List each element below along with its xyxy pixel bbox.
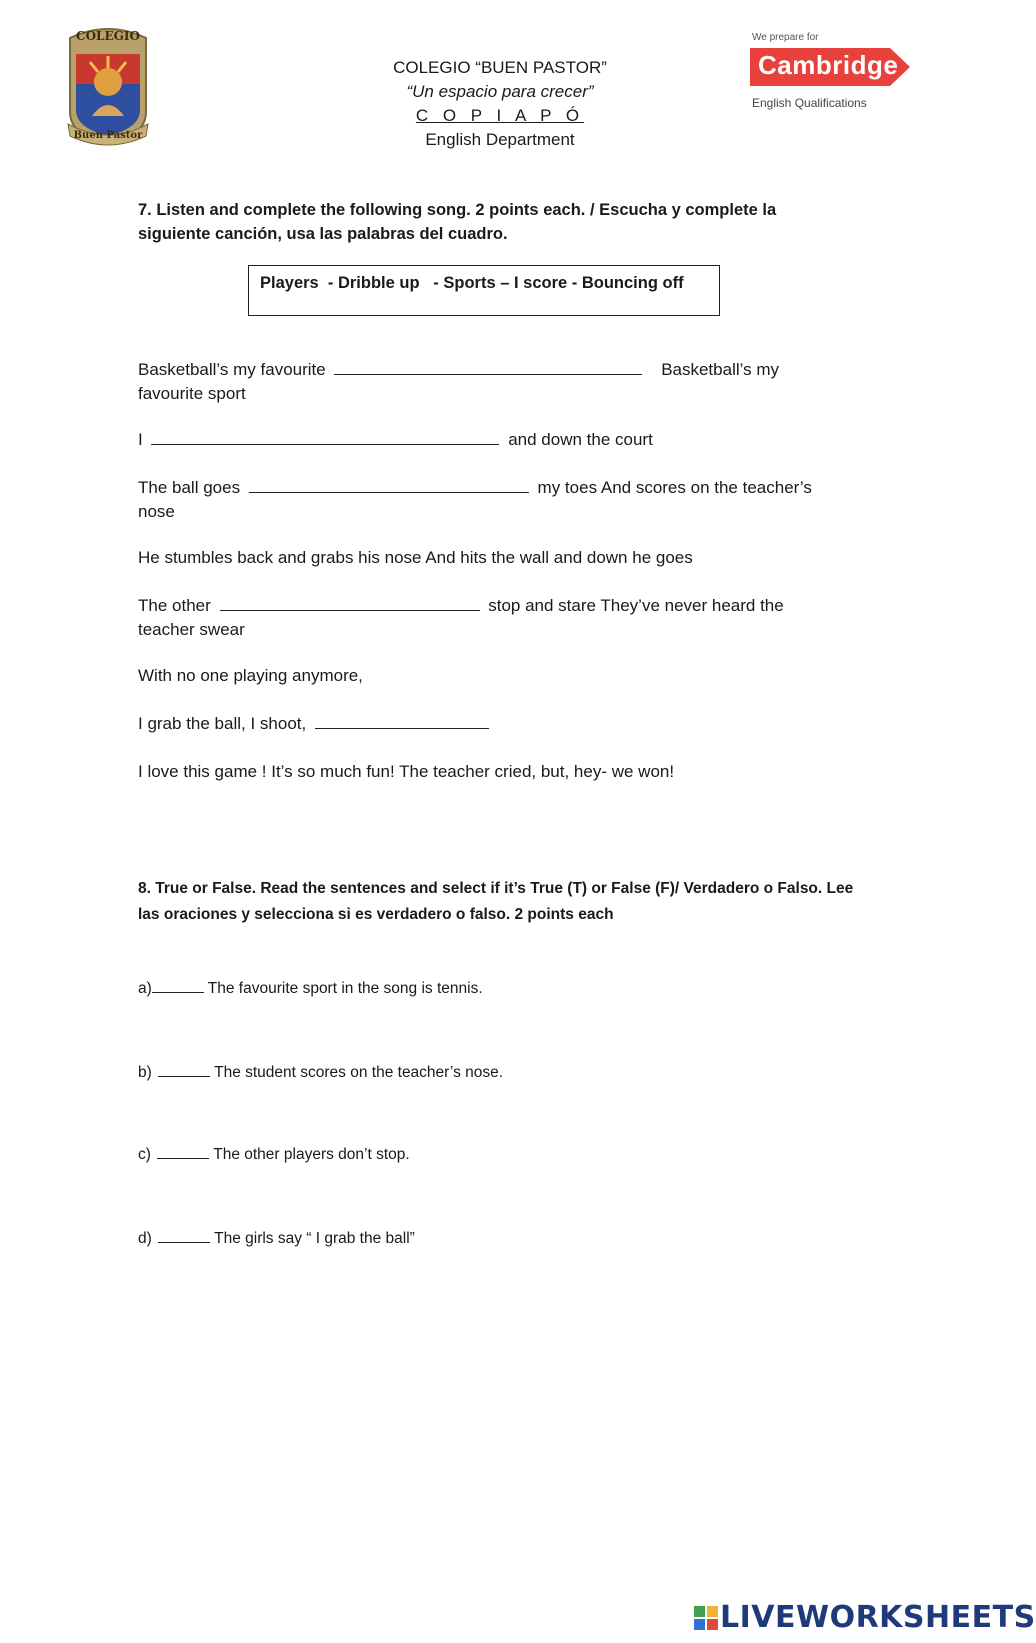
cambridge-logo (750, 30, 920, 115)
crest-top-text: COLEGIO (76, 29, 140, 43)
word-bank-text: Players - Dribble up - Sports – I score - Bouncing off (260, 274, 684, 292)
song-line-8: I love this game ! It’s so much fun! The teacher cried, but, hey- we won! (138, 762, 675, 781)
answer-blank-5[interactable] (315, 713, 489, 729)
school-name: COLEGIO “BUEN PASTOR” (393, 58, 607, 77)
answer-blank-1[interactable] (334, 359, 642, 375)
tf-item-a: a) The favourite sport in the song is tennis. (138, 980, 483, 997)
word-bank-box (248, 265, 720, 316)
tf-blank-b[interactable] (158, 1063, 210, 1077)
school-crest-logo (62, 24, 154, 146)
school-motto: “Un espacio para crecer” (406, 82, 594, 101)
tf-blank-d[interactable] (158, 1229, 210, 1243)
question-7-title: 7. Listen and complete the following song. 2 points each. / Escucha y complete la siguiente canción, usa las palabras del cuadro. (138, 201, 777, 243)
song-line-1: Basketball’s my favourite Basketball’s my favourite sport (138, 360, 779, 403)
song-line-5: The other stop and stare They’ve never heard the teacher swear (138, 596, 784, 639)
question-8-title: 8. True or False. Read the sentences and select if it’s True (T) or False (F)/ Verdadero o Falso. Lee las oraciones y selecciona si es verdadero o falso. 2 points each (138, 880, 854, 923)
department-name: English Department (425, 130, 575, 149)
school-header (300, 56, 700, 152)
answer-blank-4[interactable] (220, 595, 480, 611)
tf-blank-c[interactable] (157, 1145, 209, 1159)
cambridge-name: Cambridge (758, 50, 899, 80)
song-line-4: He stumbles back and grabs his nose And hits the wall and down he goes (138, 548, 693, 567)
answer-blank-2[interactable] (151, 429, 499, 445)
liveworksheets-brand: LIVEWORKSHEETS (720, 1600, 1036, 1635)
song-line-2: I and down the court (138, 430, 653, 449)
tf-item-d: d) The girls say “ I grab the ball” (138, 1230, 415, 1247)
tf-item-c: c) The other players don’t stop. (138, 1146, 410, 1163)
song-line-3: The ball goes my toes And scores on the teacher’s nose (138, 478, 812, 521)
song-line-6: With no one playing anymore, (138, 666, 363, 685)
song-line-7: I grab the ball, I shoot, (138, 712, 838, 736)
tf-item-b: b) The student scores on the teacher’s nose. (138, 1064, 504, 1081)
tf-blank-a[interactable] (152, 979, 204, 993)
school-city: C O P I A P Ó (415, 106, 585, 125)
liveworksheets-icon (694, 1606, 718, 1630)
crest-bottom-text: Buen Pastor (73, 130, 143, 141)
cambridge-subtitle: English Qualifications (752, 96, 867, 110)
cambridge-prepare-text: We prepare for (752, 32, 819, 43)
answer-blank-3[interactable] (249, 477, 529, 493)
liveworksheets-logo (694, 1600, 1036, 1635)
